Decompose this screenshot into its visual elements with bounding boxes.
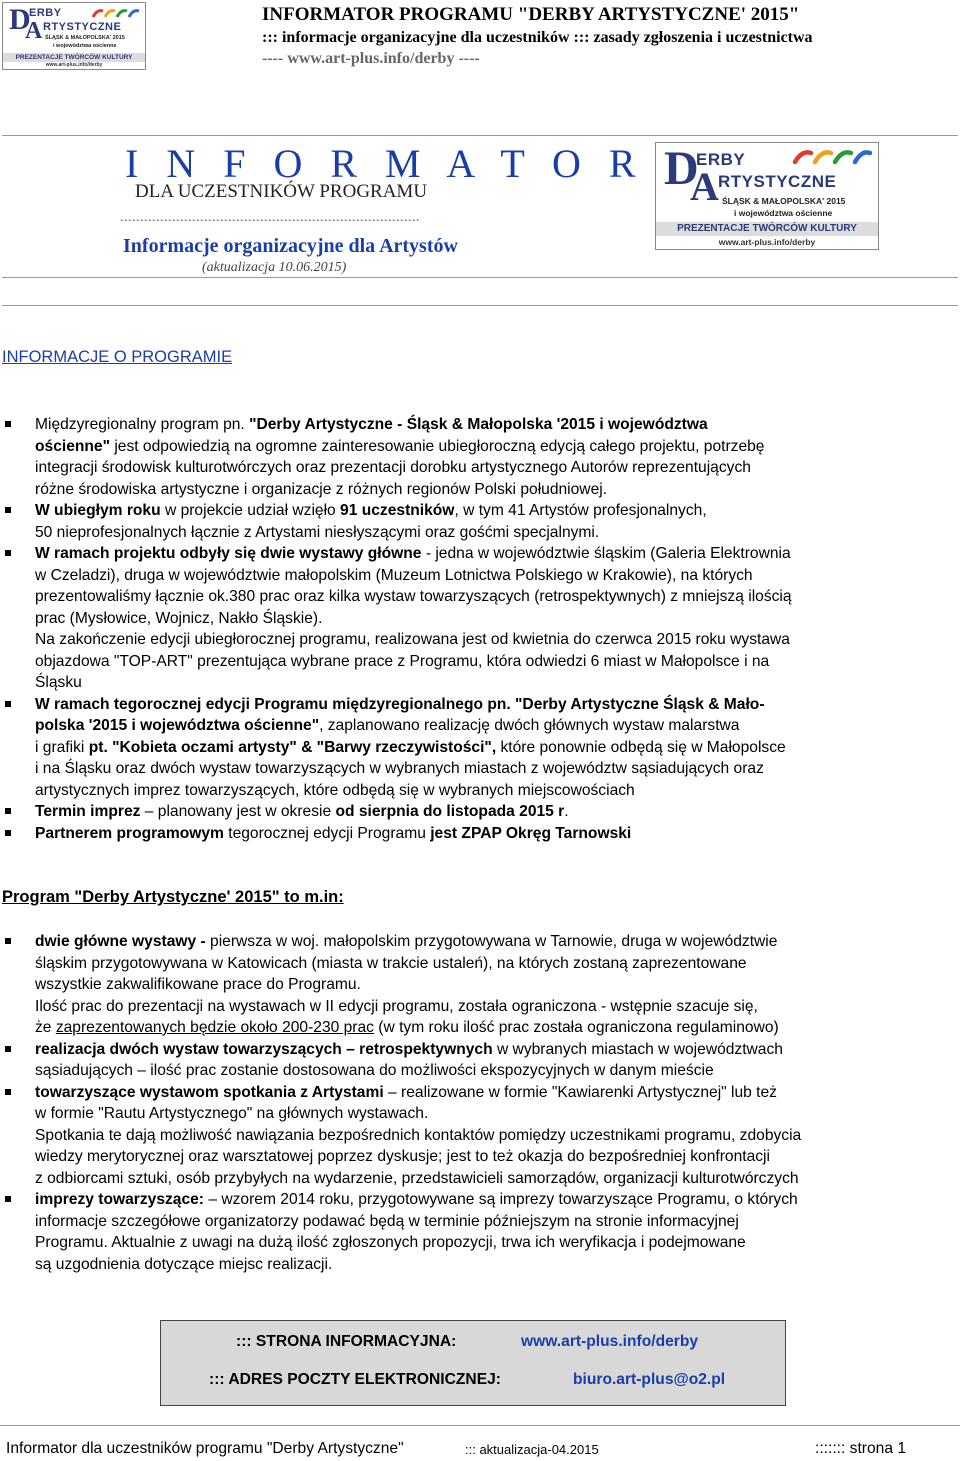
logo-rtystyczne: RTYSTYCZNE <box>43 21 122 33</box>
hero-updated: (aktualizacja 10.06.2015) <box>202 260 347 275</box>
info-line: różne środowiska artystyczne i organizacje z różnych regionów Polski południowej. <box>35 480 608 498</box>
logo-line-1: ŚLĄSK & MAŁOPOLSKA' 2015 <box>45 35 125 41</box>
mail-link[interactable]: biuro.art-plus@o2.pl <box>573 1371 726 1388</box>
program-line: informacje szczegółowe organizatorzy podawać będą w terminie późniejszym na stronie informacyjnej <box>35 1212 739 1230</box>
footer-updated: ::: aktualizacja-04.2015 <box>465 1442 599 1457</box>
info-line: Śląsku <box>35 674 82 691</box>
program-line: dwie główne wystawy - pierwsza w woj. małopolskim przygotowywana w Tarnowie, druga w województwie <box>35 933 778 950</box>
program-line: realizacja dwóch wystaw towarzyszących – retrospektywnych w wybranych miastach w województwach <box>35 1040 783 1058</box>
bullet-icon <box>5 830 11 836</box>
info-line: Termin imprez – planowany jest w okresie od sierpnia do listopada 2015 r. <box>35 803 569 820</box>
bullet-icon <box>5 808 11 814</box>
program-line: są uzgodnienia dotyczące miejsc realizacji. <box>35 1255 333 1273</box>
logo-line-2: i województwa ościenne <box>734 208 833 218</box>
logo-bar: PREZENTACJE TWÓRCÓW KULTURY <box>656 222 878 236</box>
logo-letter-a: A <box>690 164 719 209</box>
section-heading-info: INFORMACJE O PROGRAMIE <box>2 348 233 366</box>
site-link[interactable]: www.art-plus.info/derby <box>521 1333 699 1350</box>
logo-letter-d: D <box>9 3 31 36</box>
program-line: śląskim przygotowywana w Katowicach (miasta w trakcie ustaleń), na których zostaną zaprezentowane <box>35 954 747 972</box>
info-line: Partnerem programowym tegorocznej edycji Programu jest ZPAP Okręg Tarnowski <box>35 824 632 842</box>
program-line: imprezy towarzyszące: – wzorem 2014 roku, przygotowywane są imprezy towarzyszące Programu, o których <box>35 1191 798 1208</box>
bullet-icon <box>5 507 11 513</box>
logo-large <box>655 142 879 250</box>
header-url: ---- www.art-plus.info/derby ---- <box>262 50 480 67</box>
section-heading-program: Program "Derby Artystyczne' 2015" to m.in: <box>2 888 344 906</box>
info-line: prezentowaliśmy łącznie ok.380 prac oraz kilka wystaw towarzyszących (retrospektywnych) z mniejszą ilością <box>35 588 792 605</box>
info-line: W ramach projektu odbyły się dwie wystawy główne - jedna w województwie śląskim (Galeria Elektrownia <box>35 545 791 562</box>
info-line: ościenne" jest odpowiedzią na ogromne zainteresowanie ubiegłoroczną edycją całego projektu, potrzebę <box>35 437 765 455</box>
info-line: i na Śląsku oraz dwóch wystaw towarzyszących w wybranych miastach z województw sąsiadujących oraz <box>35 760 764 777</box>
program-line: w formie "Rautu Artystycznego" na głównych wystawach. <box>35 1105 429 1122</box>
logo-url: www.art-plus.info/derby <box>718 237 816 247</box>
info-line: W ubiegłym roku w projekcie udział wzięło 91 uczestników, w tym 41 Artystów profesjonalnych, <box>35 502 707 519</box>
bullet-icon <box>5 550 11 556</box>
logo-letter-a: A <box>25 18 43 44</box>
footer-left: Informator dla uczestników programu "Derby Artystyczne" <box>6 1440 404 1457</box>
info-line: prac (Mysłowice, Wojnicz, Nakło Śląskie). <box>35 609 323 627</box>
info-line: integracji środowisk kulturotwórczych oraz prezentacji dorobku artystycznego Autorów reprezentujących <box>35 459 751 476</box>
hero-for: DLA UCZESTNIKÓW PROGRAMU <box>135 181 428 202</box>
logo-letter-d: D <box>664 142 699 195</box>
info-line: polska '2015 i województwa ościenne", zaplanowano realizację dwóch głównych wystaw malarstwa <box>35 717 740 734</box>
program-line: towarzyszące wystawom spotkania z Artystami – realizowane w formie "Kawiarenki Artystycznej" lub też <box>35 1083 777 1101</box>
bullet-icon <box>5 1196 11 1202</box>
info-line: objazdowa "TOP-ART" prezentująca wybrane prace z Programu, która odwiedzi 6 miast w Małopolsce i na <box>35 652 770 670</box>
program-line: wiedzy merytorycznej oraz warsztatowej poprzez dyskusje; jest to też okazja do bezpośredniej konfrontacji <box>35 1148 770 1165</box>
footer-rule <box>0 1425 960 1426</box>
header-subtitle: ::: informacje organizacyjne dla uczestników ::: zasady zgłoszenia i uczestnictwa <box>262 29 813 46</box>
logo-url: www.art-plus.info/derby <box>45 62 103 68</box>
hero-dots: ........................................................................... <box>120 210 420 225</box>
logo-bar: PREZENTACJE TWÓRCÓW KULTURY <box>3 53 145 62</box>
program-line: Spotkania te dają możliwość nawiązania bezpośrednich kontaktów pomiędzy uczestnikami programu, zdobycia <box>35 1126 802 1144</box>
site-label: ::: STRONA INFORMACYJNA: <box>236 1333 457 1350</box>
logo-line-2: i województwa ościenne <box>53 43 117 49</box>
contact-box <box>160 1320 786 1406</box>
info-line: Międzyregionalny program pn. "Derby Artystyczne - Śląsk & Małopolska '2015 i województwa <box>35 416 708 433</box>
logo-erby: ERBY <box>29 7 62 19</box>
info-line: artystycznych imprez towarzyszących, które odbędą się w wybranych miejscowościach <box>35 781 635 799</box>
logo-brush-icon <box>91 7 141 19</box>
logo-small <box>2 2 146 70</box>
logo-brush-icon <box>792 147 872 165</box>
bullet-icon <box>5 1089 11 1095</box>
hero-bottom-rule <box>2 277 958 278</box>
mail-label: ::: ADRES POCZTY ELEKTRONICZNEJ: <box>209 1371 501 1388</box>
bullet-icon <box>5 938 11 944</box>
logo-erby: ERBY <box>696 150 746 169</box>
info-line: w Czeladzi), druga w województwie małopolskim (Muzeum Lotnictwa Polskiego w Krakowie), na których <box>35 566 753 584</box>
program-line: wszystkie zakwalifikowane prace do Programu. <box>35 976 361 993</box>
info-line: 50 nieprofesjonalnych łącznie z Artystami niesłyszącymi oraz gośćmi specjalnymi. <box>35 523 600 541</box>
program-line: że zaprezentowanych będzie około 200-230 prac (w tym roku ilość prac została ograniczona regulaminowo) <box>35 1019 779 1036</box>
bullet-icon <box>5 1046 11 1052</box>
bullet-icon <box>5 701 11 707</box>
section-top-rule <box>2 305 958 306</box>
header-title: INFORMATOR PROGRAMU "DERBY ARTYSTYCZNE' 2015" <box>262 4 800 25</box>
info-line: W ramach tegorocznej edycji Programu międzyregionalnego pn. "Derby Artystyczne Śląsk & Mało- <box>35 695 765 713</box>
footer-page: ::::::: strona 1 <box>815 1440 907 1457</box>
hero-title: I N F O R M A T O R <box>125 141 645 186</box>
info-line: Na zakończenie edycji ubiegłorocznej programu, realizowana jest od kwietnia do czerwca 2015 roku wystawa <box>35 631 790 648</box>
info-line: i grafiki pt. "Kobieta oczami artysty" & "Barwy rzeczywistości", które ponownie odbędą się w Małopolsce <box>35 738 786 756</box>
program-line: sąsiadujących – ilość prac zostanie dostosowana do możliwości ekspozycyjnych w danym mieście <box>35 1062 714 1079</box>
hero-top-rule <box>2 135 958 136</box>
logo-rtystyczne: RTYSTYCZNE <box>718 172 837 191</box>
program-line: Ilość prac do prezentacji na wystawach w II edycji programu, została ograniczona - wstępnie szacuje się, <box>35 997 758 1015</box>
program-line: z odbiorcami sztuki, osób przybyłych na wydarzenie, przedstawicieli samorządów, organizacji kulturotwórczych <box>35 1169 799 1187</box>
logo-line-1: ŚLĄSK & MAŁOPOLSKA' 2015 <box>722 196 846 206</box>
hero-info: Informacje organizacyjne dla Artystów <box>123 235 458 257</box>
bullet-icon <box>5 421 11 427</box>
program-line: Programu. Aktualnie z uwagi na dużą ilość zgłoszonych propozycji, trwa ich weryfikacja i podejmowane <box>35 1234 746 1251</box>
